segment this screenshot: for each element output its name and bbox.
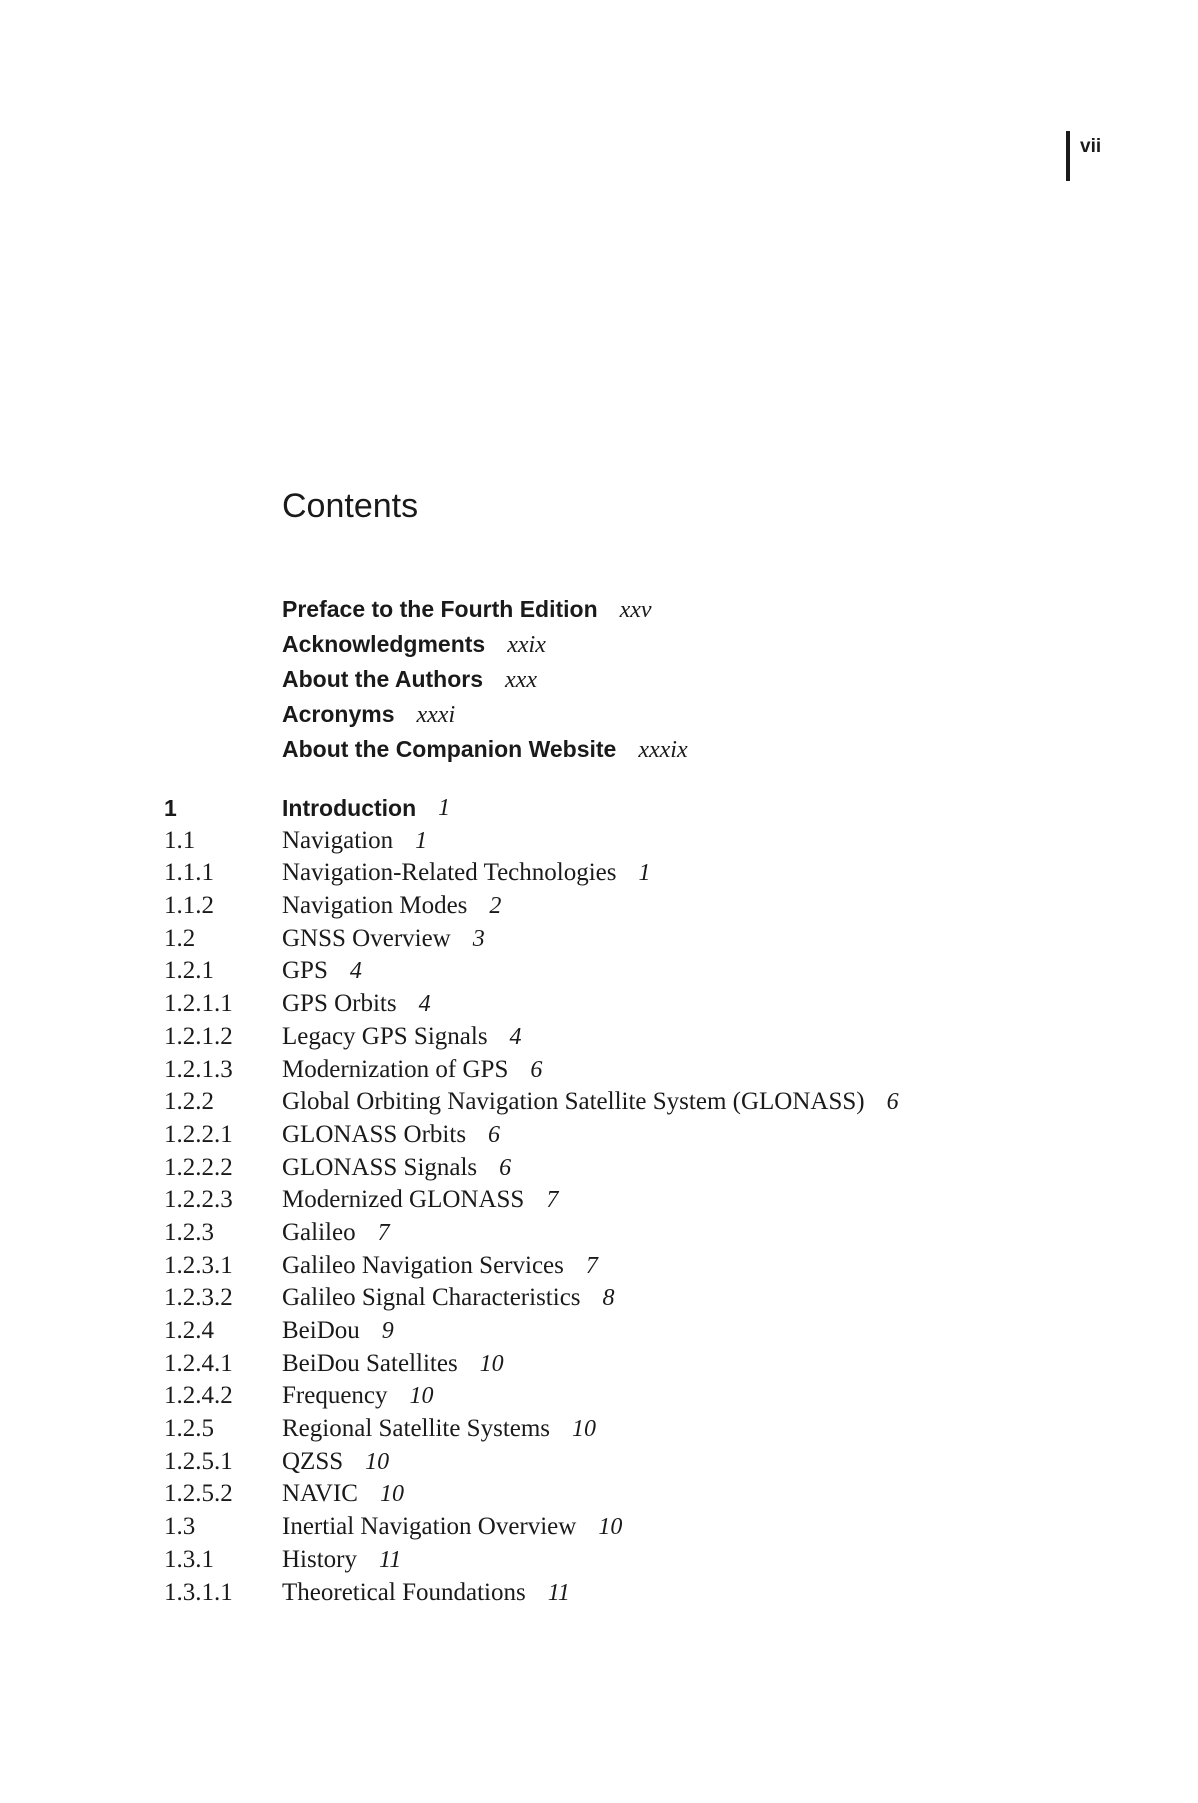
toc-number: 1.2.3.2	[164, 1284, 233, 1312]
toc-title: BeiDou	[282, 1317, 360, 1344]
toc-page: 9	[381, 1318, 394, 1344]
entry-title: Preface to the Fourth Edition	[282, 596, 598, 622]
toc-entry[interactable]	[164, 1152, 899, 1185]
toc-title: Galileo Navigation Services	[282, 1251, 564, 1279]
toc-number: 1.2.1	[164, 957, 214, 985]
toc-number: 1.2.4.1	[164, 1349, 233, 1377]
toc-entry[interactable]	[164, 1184, 899, 1217]
toc-page: 1	[638, 860, 651, 887]
toc-number: 1.2.2.2	[164, 1153, 233, 1181]
toc-entry[interactable]	[164, 955, 899, 988]
toc-number: 1.2.2	[164, 1088, 214, 1116]
toc-page: 4	[349, 958, 362, 985]
toc-title: Galileo Signal Characteristics	[282, 1284, 581, 1312]
toc-entry[interactable]	[164, 1511, 899, 1544]
front-matter-entry[interactable]	[282, 662, 688, 697]
toc-title: Galileo	[282, 1218, 356, 1246]
toc-title: Navigation-Related Technologies	[282, 859, 617, 887]
toc-number: 1.2.3.1	[164, 1251, 233, 1279]
toc-title: Navigation	[282, 826, 394, 854]
toc-entry[interactable]	[164, 1282, 899, 1315]
toc-page: 8	[602, 1285, 615, 1312]
toc-number: 1.3.1	[164, 1545, 214, 1573]
toc-number: 1.2.5.1	[164, 1447, 233, 1475]
toc-title: GPS	[282, 957, 328, 985]
toc-title: Frequency	[282, 1382, 388, 1410]
toc-title: GNSS Overview	[282, 924, 451, 952]
toc-number: 1.2.4	[164, 1317, 214, 1344]
toc-page: 4	[509, 1023, 522, 1050]
front-matter-entry[interactable]	[282, 732, 688, 767]
toc-title: History	[282, 1545, 357, 1573]
front-matter-entry[interactable]	[282, 627, 688, 662]
toc-number: 1.2.1.3	[164, 1055, 233, 1083]
front-matter-entry[interactable]	[282, 697, 688, 732]
toc-entry[interactable]	[164, 1054, 899, 1087]
toc-page: 7	[377, 1219, 390, 1246]
entry-page: xxxi	[416, 702, 456, 728]
toc-page: 10	[365, 1448, 390, 1475]
toc-number: 1.3	[164, 1513, 196, 1541]
page-marker-rule	[1066, 131, 1070, 181]
toc-page: 6	[488, 1121, 501, 1148]
toc-title: Legacy GPS Signals	[282, 1022, 488, 1050]
toc-number: 1.2.4.2	[164, 1382, 233, 1410]
toc-number: 1.2.1.2	[164, 1022, 233, 1050]
toc-number: 1.1.2	[164, 892, 214, 920]
toc-title: Global Orbiting Navigation Satellite System (GLONASS)	[282, 1088, 865, 1116]
toc-page: 6	[886, 1089, 899, 1116]
toc-number: 1	[164, 795, 177, 821]
toc-page: 6	[499, 1154, 512, 1181]
toc-entry[interactable]	[164, 1413, 899, 1446]
toc-title: Introduction	[282, 795, 417, 821]
toc-entry[interactable]	[164, 923, 899, 956]
toc-entry[interactable]	[164, 825, 899, 858]
toc-page: 10	[598, 1514, 623, 1541]
toc-entry[interactable]	[164, 1021, 899, 1054]
entry-page: xxv	[619, 597, 652, 623]
toc-entry[interactable]	[164, 890, 899, 923]
toc-entry[interactable]	[164, 1250, 899, 1283]
toc-number: 1.2.2.1	[164, 1120, 233, 1148]
toc-title: NAVIC	[282, 1480, 358, 1508]
toc-page: 10	[572, 1416, 597, 1443]
toc-title: Theoretical Foundations	[282, 1578, 526, 1606]
toc-title: BeiDou Satellites	[282, 1349, 458, 1377]
toc-entry[interactable]	[164, 1380, 899, 1413]
toc-title: Modernized GLONASS	[282, 1186, 525, 1214]
toc-entry[interactable]	[164, 1577, 899, 1610]
toc-title: GLONASS Signals	[282, 1153, 478, 1181]
toc-entry[interactable]	[164, 1217, 899, 1250]
toc-title: Navigation Modes	[282, 892, 468, 920]
toc-page: 1	[438, 795, 451, 821]
toc-entry[interactable]	[164, 1348, 899, 1381]
toc-number: 1.2	[164, 924, 196, 952]
toc-page: 10	[479, 1350, 504, 1377]
toc-number: 1.2.1.1	[164, 990, 233, 1018]
toc-page: 10	[379, 1481, 404, 1508]
front-matter-entry[interactable]	[282, 592, 688, 627]
page-title: Contents	[282, 487, 419, 525]
page-number: vii	[1080, 136, 1102, 157]
toc-page: 7	[546, 1187, 559, 1214]
toc-page: 6	[530, 1056, 543, 1083]
toc-title: Modernization of GPS	[282, 1055, 509, 1083]
front-matter-list	[282, 592, 688, 767]
toc-list	[164, 792, 899, 1609]
toc-entry[interactable]	[164, 1544, 899, 1577]
toc-page: 7	[585, 1252, 598, 1279]
toc-title: Regional Satellite Systems	[282, 1415, 551, 1443]
toc-page: 11	[379, 1546, 402, 1573]
toc-title: QZSS	[282, 1447, 344, 1475]
toc-entry[interactable]	[164, 857, 899, 890]
toc-number: 1.2.3	[164, 1218, 214, 1246]
toc-entry[interactable]	[164, 1315, 899, 1348]
toc-number: 1.3.1.1	[164, 1578, 233, 1606]
toc-entry[interactable]	[164, 1086, 899, 1119]
toc-number: 1.1.1	[164, 859, 214, 887]
toc-page: 3	[472, 925, 485, 952]
toc-entry[interactable]	[164, 1478, 899, 1511]
toc-entry[interactable]	[164, 1119, 899, 1152]
toc-chapter-entry[interactable]	[164, 792, 899, 825]
toc-number: 1.1	[164, 826, 196, 854]
toc-page: 4	[418, 991, 431, 1018]
entry-page: xxix	[507, 632, 546, 658]
toc-page: 2	[489, 893, 502, 920]
toc-number: 1.2.2.3	[164, 1186, 233, 1214]
toc-entry[interactable]	[164, 988, 899, 1021]
entry-title: Acknowledgments	[282, 631, 486, 657]
toc-number: 1.2.5	[164, 1415, 214, 1443]
toc-title: GPS Orbits	[282, 990, 397, 1018]
toc-title: Inertial Navigation Overview	[282, 1513, 577, 1541]
toc-page: 1	[415, 827, 428, 854]
entry-page: xxx	[505, 667, 537, 693]
entry-title: About the Companion Website	[282, 736, 617, 762]
toc-page: 11	[547, 1579, 570, 1606]
toc-page: 10	[409, 1383, 434, 1410]
toc-number: 1.2.5.2	[164, 1480, 233, 1508]
toc-entry[interactable]	[164, 1446, 899, 1479]
entry-page: xxxix	[638, 737, 688, 763]
entry-title: About the Authors	[282, 666, 484, 692]
toc-title: GLONASS Orbits	[282, 1120, 467, 1148]
entry-title: Acronyms	[282, 701, 395, 727]
